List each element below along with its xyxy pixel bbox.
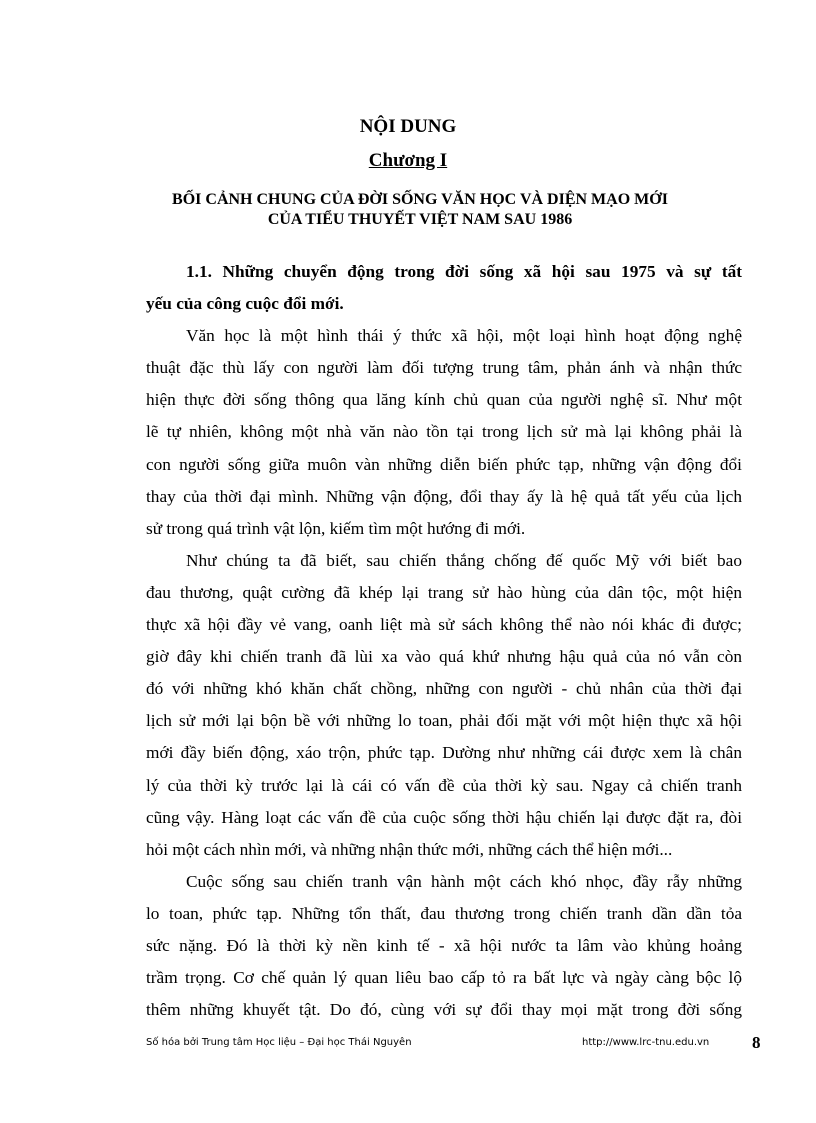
paragraph-line: lịch sử mới lại bộn bề với những lo toan, phải đối mặt với một hiện thực xã hội (146, 711, 742, 731)
paragraph-line: lo toan, phức tạp. Những tổn thất, đau thương trong chiến tranh dần dần tỏa (146, 903, 742, 923)
chapter-title (120, 190, 720, 230)
paragraph-line: đau thương, quật cường đã khép lại trang sử hào hùng của dân tộc, một hiện (146, 582, 742, 602)
paragraph-line: thay của thời đại mình. Những vận động, đổi thay ấy là hệ quả tất yếu của lịch (146, 486, 742, 506)
paragraph-line: đó với những khó khăn chất chồng, những con người - chủ nhân của thời đại (146, 679, 742, 699)
paragraph-line: Như chúng ta đã biết, sau chiến thắng chống đế quốc Mỹ với biết bao (186, 550, 742, 570)
paragraph-line: thuật đặc thù lấy con người làm đối tượng trung tâm, phản ánh và nhận thức (146, 358, 742, 378)
page-number: 8 (752, 1033, 761, 1052)
paragraph-line: thêm những khuyết tật. Do đó, cùng với sự đổi thay mọi mặt trong đời sống (146, 1000, 742, 1020)
paragraph-line: hỏi một cách nhìn mới, và những nhận thức mới, những cách thể hiện mới... (146, 839, 673, 859)
paragraph-line: trầm trọng. Cơ chế quản lý quan liêu bao cấp tỏ ra bất lực và ngày càng bộc lộ (146, 968, 742, 988)
paragraph-line: lẽ tự nhiên, không một nhà văn nào tồn tại trong lịch sử mà lại không phải là (146, 422, 742, 442)
paragraph-line: sức nặng. Đó là thời kỳ nền kinh tế - xã hội nước ta lâm vào khủng hoảng (146, 935, 742, 955)
footer-url-link[interactable]: http://www.lrc-tnu.edu.vn (582, 1037, 710, 1048)
paragraph-line: sử trong quá trình vật lộn, kiếm tìm một hướng đi mới. (146, 518, 526, 538)
paragraph-line: hiện thực đời sống thông qua lăng kính chủ quan của người nghệ sĩ. Như một (146, 390, 742, 410)
chapter-title-line: CỦA TIỂU THUYẾT VIỆT NAM SAU 1986 (267, 211, 573, 228)
section-heading-line: 1.1. Những chuyển động trong đời sống xã hội sau 1975 và sự tất (186, 262, 742, 281)
body-text (146, 256, 742, 1026)
page-title: NỘI DUNG (359, 116, 457, 137)
paragraph-line: lý của thời kỳ trước lại là cái có vấn đề của thời kỳ sau. Ngay cả chiến tranh (146, 775, 742, 795)
paragraph-line: thực xã hội đầy vẻ vang, oanh liệt mà sử sách không thể nào nói khác đi được; (146, 615, 742, 635)
paragraph-line: cũng vậy. Hàng loạt các vấn đề của cuộc sống thời hậu chiến lại được đặt ra, đòi (146, 807, 742, 827)
paragraph-line: Văn học là một hình thái ý thức xã hội, một loại hình hoạt động nghệ (186, 326, 742, 346)
chapter-label: Chương I (368, 150, 448, 171)
chapter-title-line: BỐI CẢNH CHUNG CỦA ĐỜI SỐNG VĂN HỌC VÀ DIỆN MẠO MỚI (172, 191, 668, 208)
paragraph-line: giờ đây khi chiến tranh đã lùi xa vào quá khứ nhưng hậu quả của nó vẫn còn (146, 647, 742, 667)
page-footer (146, 1033, 766, 1057)
section-heading-line: yếu của công cuộc đổi mới. (146, 294, 344, 314)
paragraph-line: mới đầy biến động, xáo trộn, phức tạp. Dường như những cái được xem là chân (146, 743, 742, 763)
footer-source: Số hóa bởi Trung tâm Học liệu – Đại học Thái Nguyên (146, 1037, 412, 1048)
paragraph-line: Cuộc sống sau chiến tranh vận hành một cách khó nhọc, đầy rẫy những (186, 871, 742, 891)
paragraph-line: con người sống giữa muôn vàn những diễn biến phức tạp, những vận động đổi (146, 454, 742, 474)
